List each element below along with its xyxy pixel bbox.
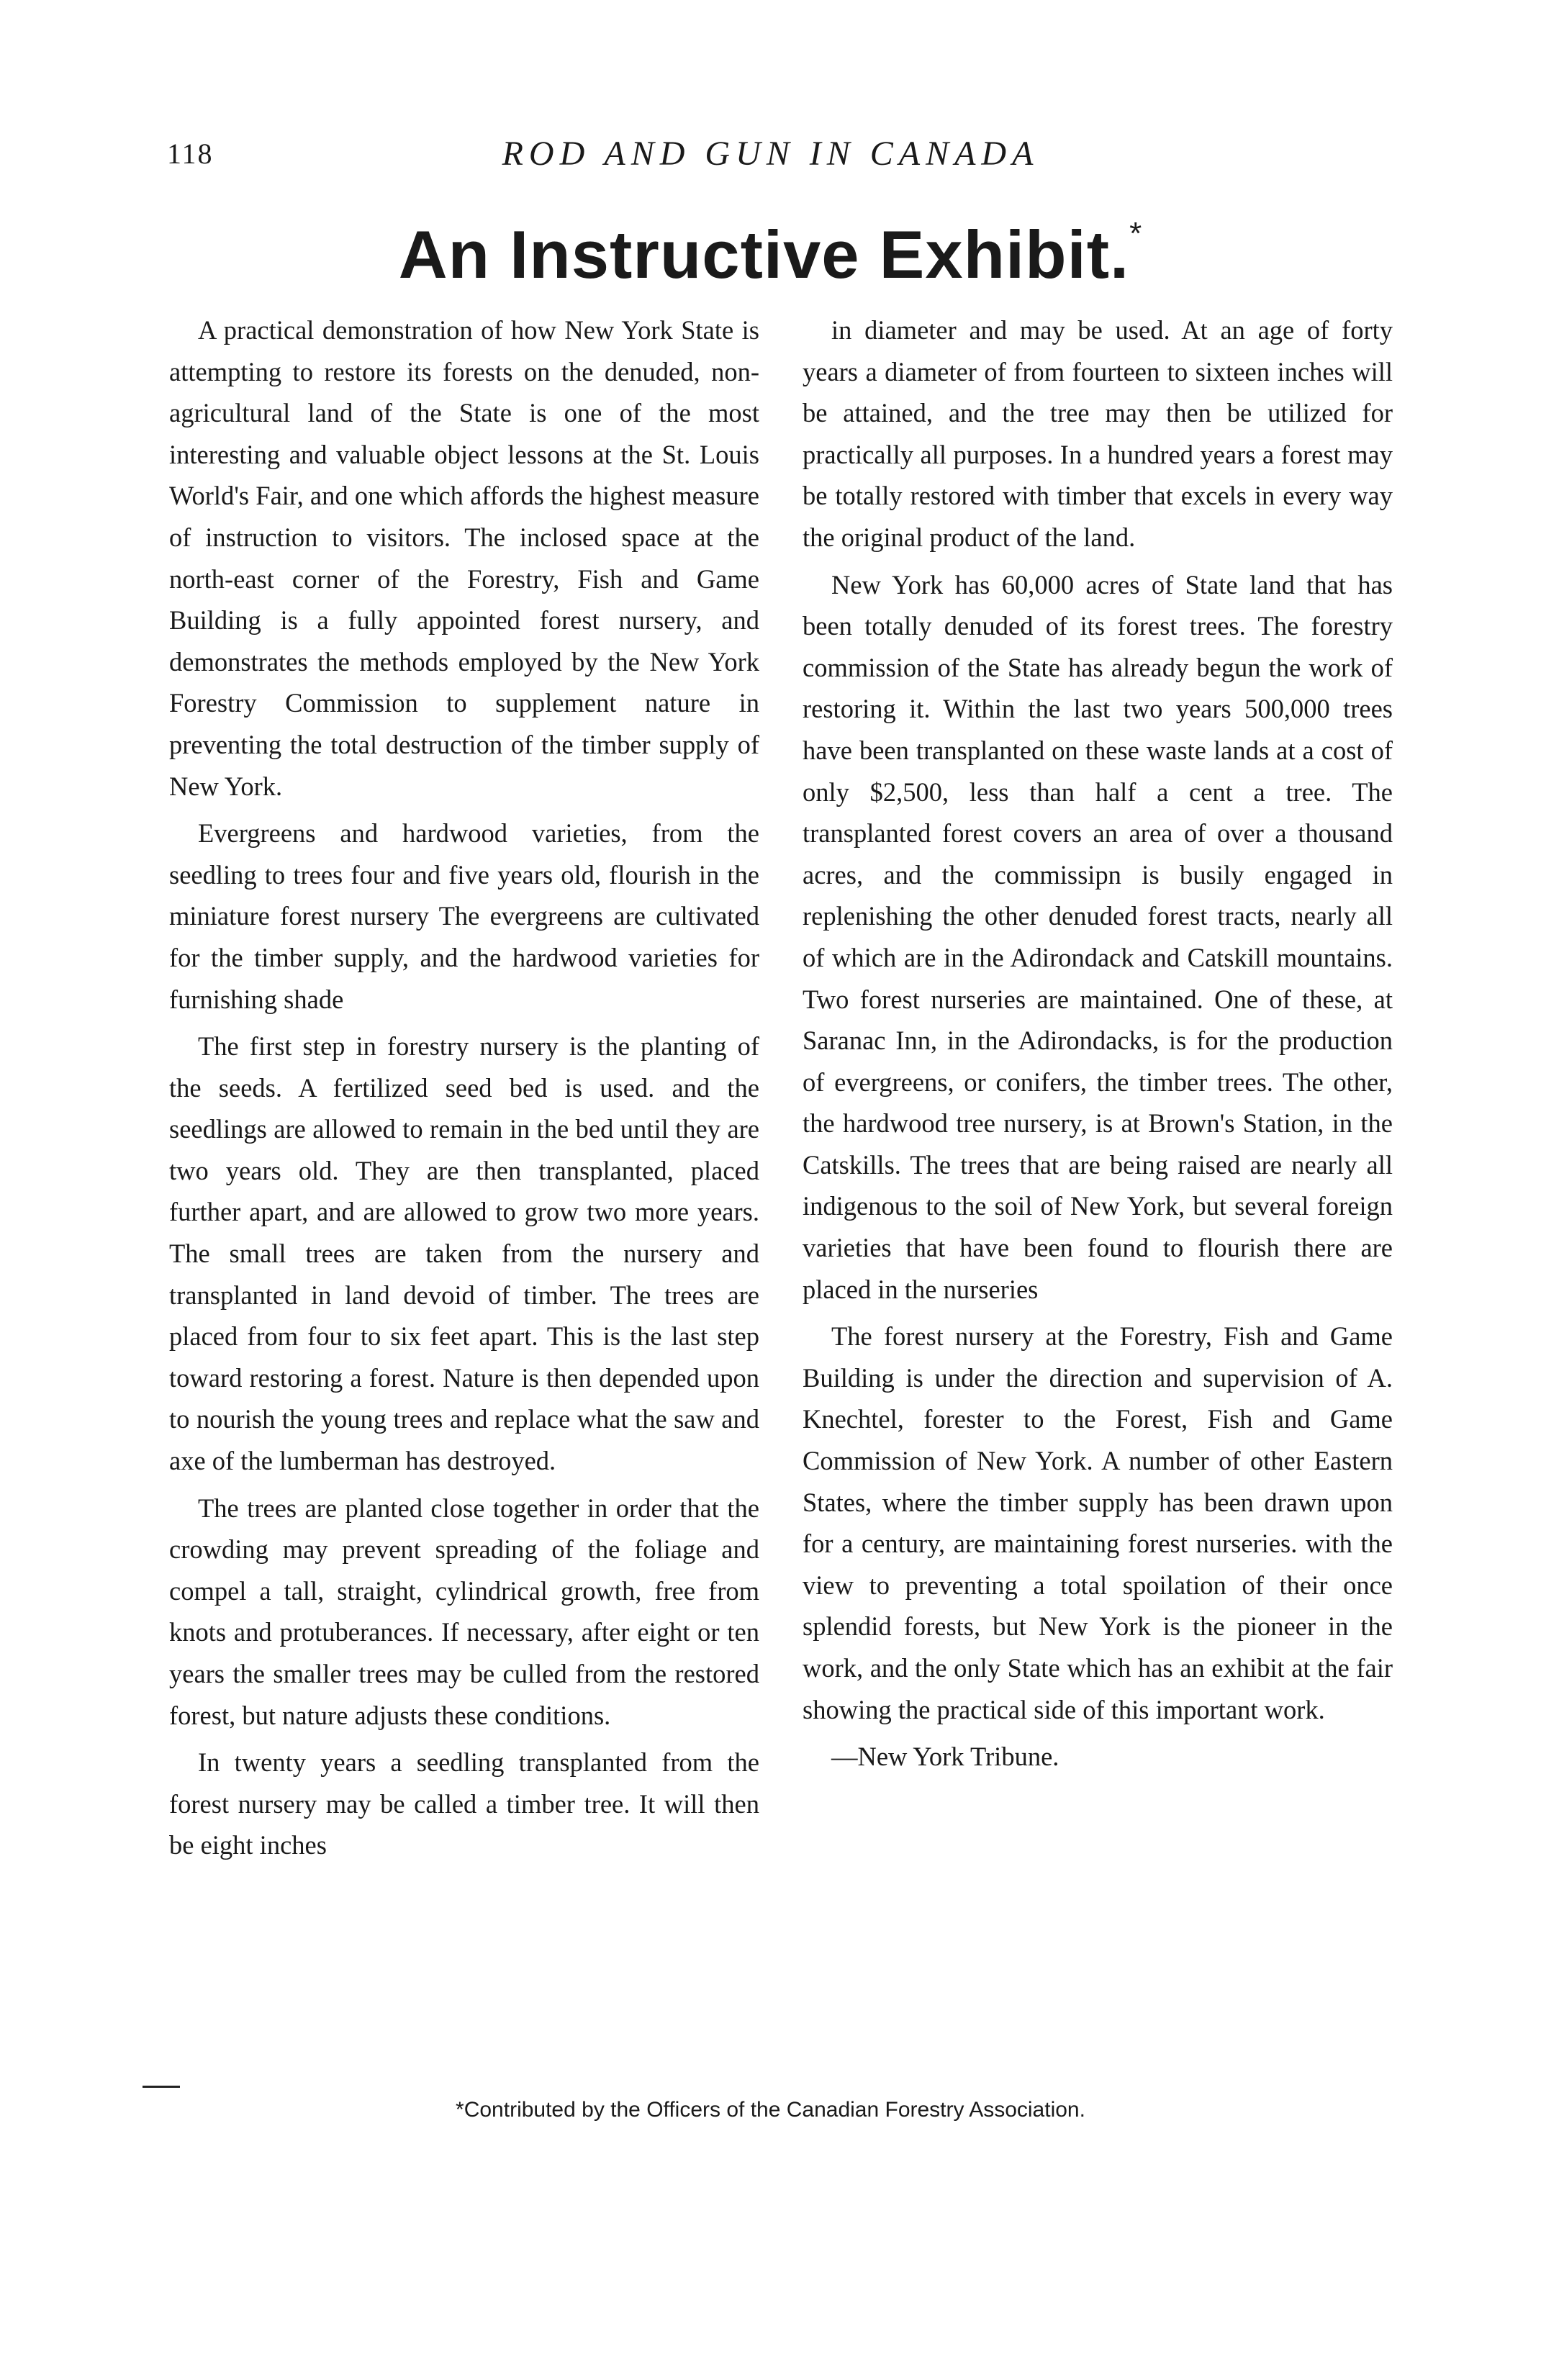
title-asterisk: * bbox=[1129, 216, 1143, 251]
paragraph: In twenty years a seedling transplanted from the forest nursery may be called a timber tree. It will then be eight inches bbox=[169, 1747, 759, 1860]
paragraph: Evergreens and hardwood varieties, from the seedling to trees four and five years old, flourish in the miniature forest nursery The evergreens are cultivated for the timber supply, and the hardwood varieties for furnishing shade bbox=[169, 818, 759, 1014]
article-title bbox=[0, 216, 1541, 294]
paragraph: New York has 60,000 acres of State land that has been totally denuded of its forest trees. The forestry commission of the State has already begun the work of restoring it. Within the last two years 500,000 trees have been transplanted on these waste lands at a cost of only $2,500, less than half a cent a tree. The transplanted forest covers an area of over a thousand acres, and the commissipn is busily engaged in replenishing the other denuded forest tracts, nearly all of which are in the Adirondack and Catskill mountains. Two forest nurseries are maintained. One of these, at Saranac Inn, in the Adirondacks, is for the production of evergreens, or conifers, the timber trees. The other, the hardwood tree nursery, is at Brown's Station, in the Catskills. The trees that are being raised are nearly all indigenous to the soil of New York, but several foreign varieties that have been found to flourish there are placed in the nurseries bbox=[803, 569, 1393, 1304]
paragraph: The first step in forestry nursery is the planting of the seeds. A fertilized seed bed is used. and the seedlings are allowed to remain in the bed until they are two years old. They are then transplanted, placed further apart, and are allowed to grow two more years. The small trees are taken from the nursery and transplanted in land devoid of timber. The trees are placed from four to six feet apart. This is the last step toward restoring a forest. Nature is then depended upon to nourish the young trees and replace what the saw and axe of the lumberman has destroyed. bbox=[169, 1031, 759, 1476]
footnote-rule bbox=[143, 2086, 180, 2088]
footnote: *Contributed by the Officers of the Canadian Forestry Association. bbox=[456, 2098, 1085, 2122]
signature-line: —New York Tribune. bbox=[831, 1742, 1059, 1772]
paragraph: The forest nursery at the Forestry, Fish and Game Building is under the direction and supervision of A. Knechtel, forester to the Forest, Fish and Game Commission of New York. A number of other Eastern States, where the timber supply has been drawn upon for a century, are maintaining forest nurseries. with the view to preventing a total spoilation of their once splendid forests, but New York is the pioneer in the work, and the only State which has an exhibit at the fair showing the practical side of this important work. bbox=[803, 1321, 1393, 1724]
title-text: An Instructive Exhibit. bbox=[398, 217, 1130, 292]
paragraph: in diameter and may be used. At an age of forty years a diameter of from fourteen to sixteen inches will be attained, and the tree may then be utilized for practically all purposes. In a hundred years a forest may be totally restored with timber that excels in every way the original product of the land. bbox=[803, 315, 1393, 552]
running-head: ROD AND GUN IN CANADA bbox=[502, 135, 1039, 173]
page-number: 118 bbox=[167, 137, 214, 170]
paragraph: A practical demonstration of how New York State is attempting to restore its forests on the denuded, non-agricultural land of the State is one of the most interesting and valuable object lessons at the St. Louis World's Fair, and one which affords the highest measure of instruction to visitors. The inclosed space at the north-east corner of the Forestry, Fish and Game Building is a fully appointed forest nursery, and demonstrates the methods employed by the New York Forestry Commission to supplement nature in preventing the total destruction of the timber supply of New York. bbox=[169, 315, 759, 801]
paragraph: The trees are planted close together in order that the crowding may prevent spreading of the foliage and compel a tall, straight, cylindrical growth, free from knots and protuberances. If necessary, after eight or ten years the smaller trees may be culled from the restored forest, but nature adjusts these conditions. bbox=[169, 1493, 759, 1730]
right-column bbox=[803, 309, 1393, 1783]
left-column bbox=[169, 309, 759, 1872]
